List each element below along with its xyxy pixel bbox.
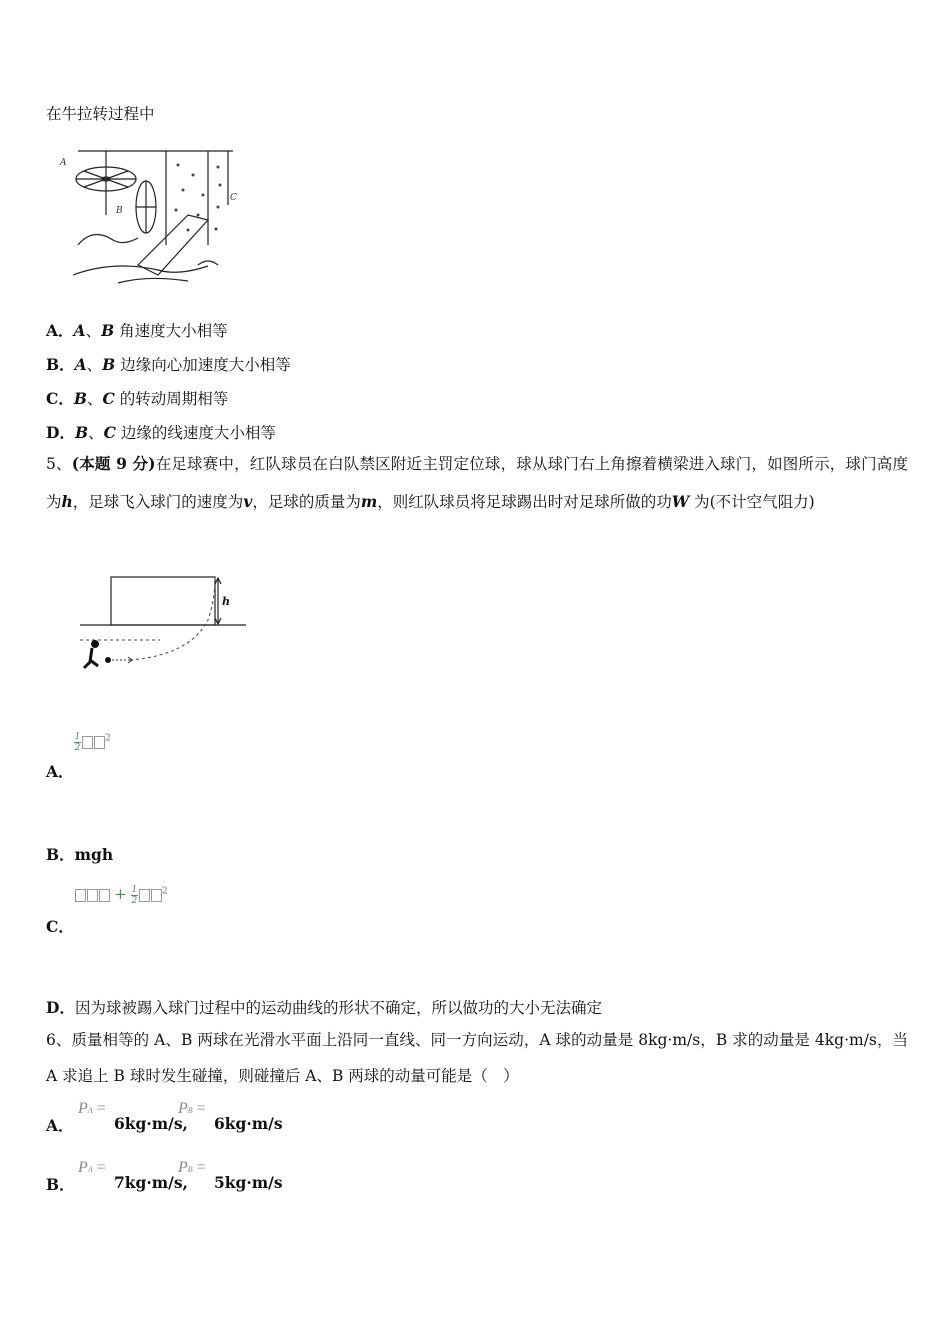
q6-option-b: B． (46, 1175, 75, 1194)
q4-option-d: D．B、C 边缘的线速度大小相等 (46, 423, 276, 442)
q4-option-a: A．A、B 角速度大小相等 (46, 321, 228, 340)
q5-option-b: B．mgh (46, 845, 114, 864)
pa-symbol-a: PA = (78, 1100, 106, 1117)
q6-b-pb-value: 5kg·m/s (214, 1173, 283, 1192)
intro-text: 在牛拉转过程中 (46, 105, 155, 123)
figure-label-c: C (230, 193, 237, 203)
figure-label-a: A (60, 158, 67, 168)
pb-symbol-b: PB = (178, 1159, 206, 1176)
q5-option-d: D．因为球被踢入球门过程中的运动曲线的形状不确定，所以做功的大小无法确定 (46, 998, 602, 1017)
q4-option-b: B．A、B 边缘向心加速度大小相等 (46, 355, 291, 374)
q6-stem: 6、质量相等的 A、B 两球在光滑水平面上沿同一直线、同一方向运动，A 球的动量是 8kg·m/s，B 求的动量是 4kg·m/s，当 A 求追上 B 球时发生碰撞，则碰撞后 A、B 两球的动量可能是（ ） (46, 1031, 908, 1085)
q5-option-a: A． (46, 762, 74, 781)
pb-symbol-a: PB = (178, 1100, 206, 1117)
soccer-goal-figure (70, 570, 250, 680)
q5-stem: 5、(本题 9 分)在足球赛中，红队球员在白队禁区附近主罚定位球，球从球门右上角擦着横梁进入球门，如图所示，球门高度为h，足球飞入球门的速度为v，足球的质量为m，则红队球员将足球踢出时对足球所做的功W 为(不计空气阻力) (46, 454, 908, 511)
height-label: h (222, 595, 230, 608)
q6-a-pb-value: 6kg·m/s (214, 1114, 283, 1133)
formula-a: $\frac{1}{2}$ $^2$ (74, 732, 111, 753)
figure-label-b: B (116, 206, 123, 216)
waterwheel-figure (58, 145, 238, 295)
kicker-icon (84, 640, 132, 668)
q6-b-pa-value: 7kg·m/s, (114, 1173, 188, 1192)
q5-option-c: C． (46, 917, 74, 936)
q4-option-c: C．B、C 的转动周期相等 (46, 389, 229, 408)
formula-c: + $\frac{1}{2}$ $^2$ (74, 885, 168, 906)
pa-symbol-b: PA = (78, 1159, 106, 1176)
q6-option-a: A． (46, 1116, 74, 1135)
q6-a-pa-value: 6kg·m/s, (114, 1114, 188, 1133)
